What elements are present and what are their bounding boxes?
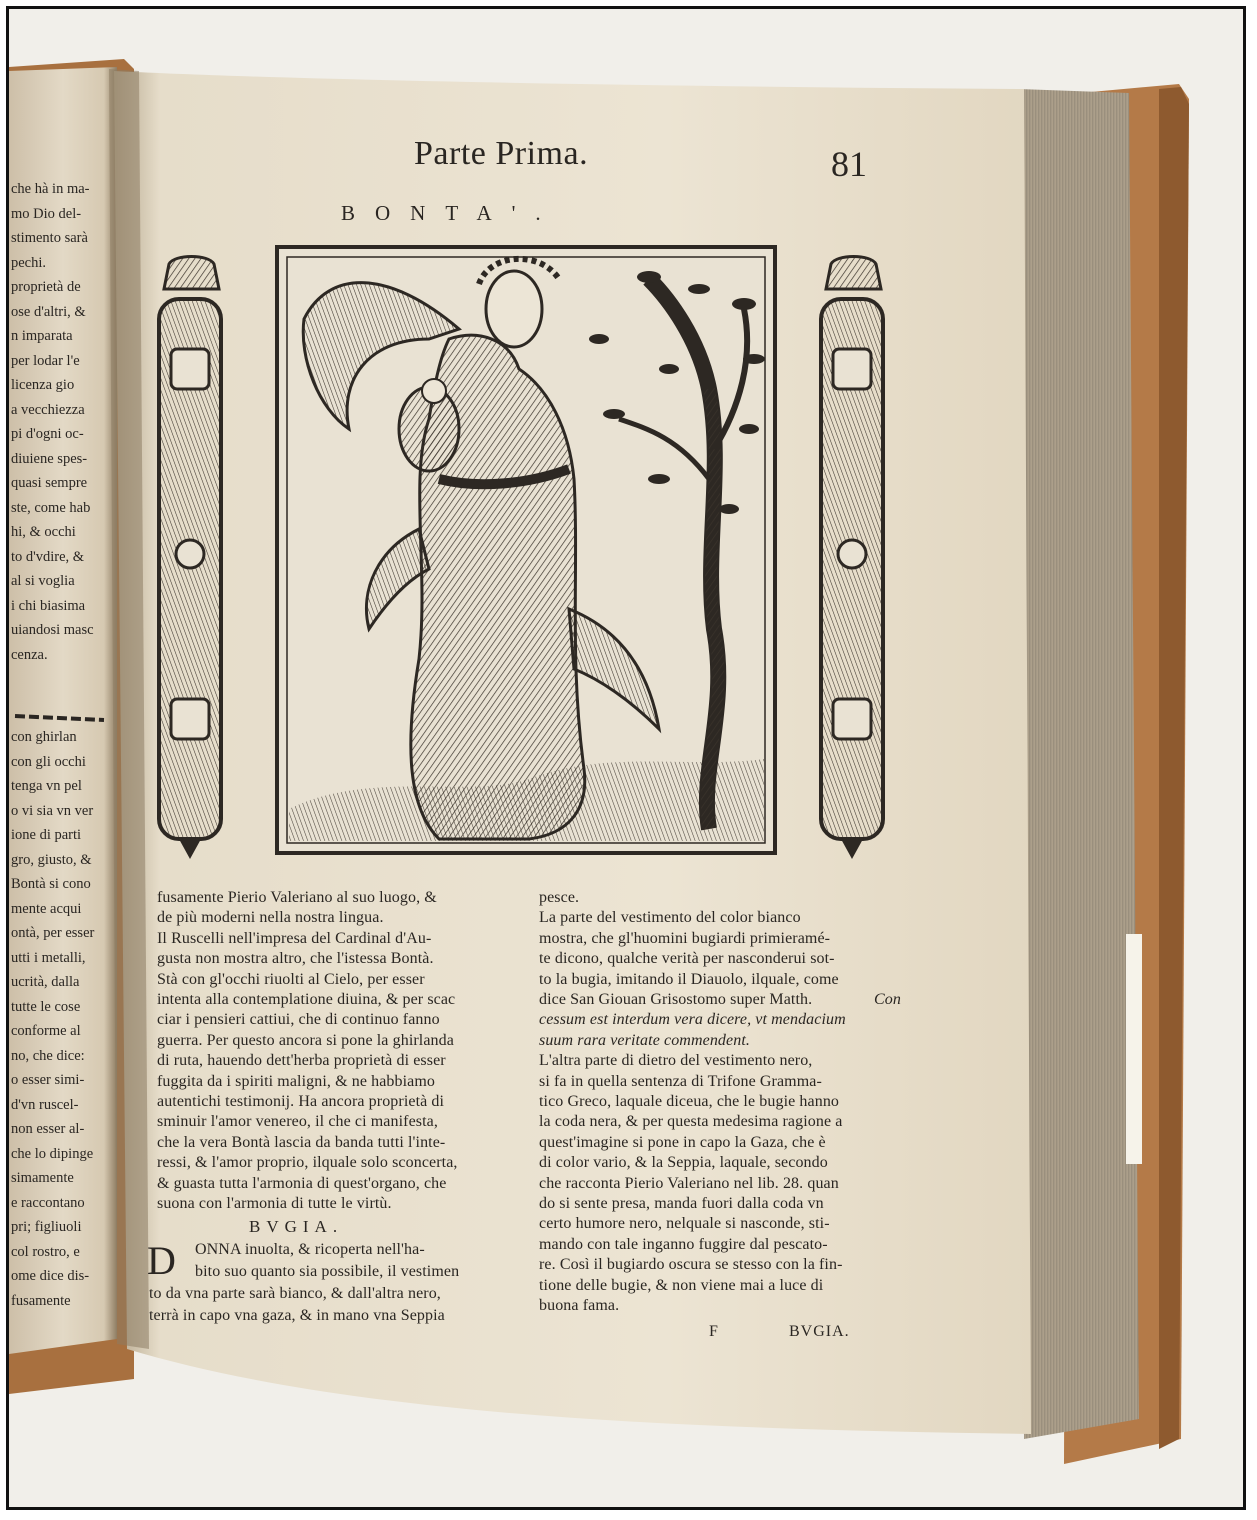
signature-mark: F	[709, 1323, 718, 1340]
left-page-line: e raccontano	[11, 1194, 85, 1211]
col2-line: mando con tale inganno fuggire dal pescato-	[539, 1235, 828, 1253]
left-page-line: o esser simi-	[11, 1072, 85, 1088]
col2-line: la coda nera, & per questa medesima ragione a	[539, 1113, 843, 1131]
col1-line: fuggita da i spiriti maligni, & ne habbiamo	[157, 1072, 436, 1090]
left-page-line: ose d'altri, &	[11, 303, 86, 320]
ornament-right	[821, 257, 883, 860]
bugia-line-2: bito suo quanto sia possibile, il vestimen	[195, 1263, 460, 1280]
col1-line: Stà con gl'occhi riuolti al Cielo, per esser	[157, 970, 425, 988]
left-page-line: mo Dio del-	[11, 205, 82, 222]
col2-line: di color vario, & la Seppia, laquale, secondo	[539, 1154, 828, 1172]
left-page-line: tutte le cose	[11, 998, 81, 1015]
ornament-left	[159, 257, 221, 860]
left-page-line: stimento sarà	[11, 230, 88, 246]
folio-number: 81	[831, 144, 867, 184]
col2-line: tione delle bugie, & non viene mai a luce di	[539, 1276, 824, 1294]
latin-quote-line: suum rara veritate commendent.	[539, 1031, 750, 1049]
left-page-line: con gli occhi	[11, 753, 86, 770]
col1-line: autentichi testimonij. Ha ancora proprietà di	[157, 1093, 445, 1110]
col2-line: tico Greco, laquale diceua, che le bugie hanno	[539, 1093, 840, 1110]
photo-frame	[6, 6, 1246, 1510]
col1-line: gusta non mostra altro, che l'istessa Bontà.	[157, 950, 434, 968]
left-page-line: pi d'ogni oc-	[11, 426, 84, 442]
left-page-line: o vi sia vn ver	[11, 802, 94, 819]
left-page-line: a vecchiezza	[11, 401, 85, 418]
left-page-line: pechi.	[11, 254, 47, 271]
col1-line: fusamente Pierio Valeriano al suo luogo, &	[157, 889, 437, 906]
left-page-line: che hà in ma-	[11, 181, 90, 197]
catchword: BVGIA.	[789, 1323, 850, 1340]
left-page-text	[11, 181, 109, 1321]
left-page-line: col rostro, e	[11, 1243, 80, 1260]
left-page-line: quasi sempre	[11, 475, 88, 491]
col2-line: pesce.	[539, 889, 580, 906]
left-page-line: hi, & occhi	[11, 524, 76, 540]
bugia-line: terrà in capo vna gaza, & in mano vna Seppia	[149, 1306, 445, 1324]
left-page-line: ucrità, dalla	[11, 974, 80, 990]
bugia-line: to da vna parte sarà bianco, & dall'altra nero,	[149, 1285, 441, 1302]
left-page-line: licenza gio	[11, 377, 75, 393]
left-page-line: pri; figliuoli	[11, 1219, 82, 1235]
col2-line: L'altra parte di dietro del vestimento nero,	[539, 1052, 813, 1070]
col1-line: che la vera Bontà lascia da banda tutti l'inte-	[157, 1133, 446, 1151]
col2-line: to la bugia, imitando il Diauolo, ilquale, come	[539, 970, 839, 988]
bugia-line-1: ONNA inuolta, & ricoperta nell'ha-	[195, 1241, 425, 1258]
col1-line: intenta alla contemplatione diuina, & per scac	[157, 991, 456, 1008]
drop-cap: D	[147, 1238, 176, 1283]
left-page-line: mente acqui	[11, 900, 82, 917]
col1-line: ressi, & l'amor proprio, ilquale solo sconcerta,	[157, 1154, 458, 1172]
left-page-line: gro, giusto, &	[11, 851, 92, 868]
left-page-line: ontà, per esser	[11, 925, 95, 941]
left-page-line: fusamente	[11, 1292, 71, 1309]
col2-line: re. Così il bugiardo oscura se stesso con la fin-	[539, 1256, 843, 1274]
latin-quote-line: cessum est interdum vera dicere, vt mendacium	[539, 1011, 846, 1029]
col2-line: buona fama.	[539, 1297, 620, 1314]
section-heading-bonta: BONTA'.	[341, 201, 561, 225]
left-page-line: al si voglia	[11, 573, 75, 589]
col1-line: Il Ruscelli nell'impresa del Cardinal d'Au-	[157, 929, 432, 947]
col2-line: La parte del vestimento del color bianco	[539, 909, 801, 927]
left-page-line: cenza.	[11, 646, 48, 663]
left-page-line: che lo dipinge	[11, 1145, 94, 1162]
left-page-line: utti i metalli,	[11, 949, 86, 966]
col1-line: ciar i pensieri cattiui, che di continuo fanno	[157, 1011, 440, 1029]
col1-line: & guasta tutta l'armonia di quest'organo, che	[157, 1174, 447, 1192]
left-page-line: conforme al	[11, 1023, 81, 1039]
col2-line: te dicono, qualche verità per nasconderui sot-	[539, 950, 835, 968]
left-page-line: uiandosi masc	[11, 622, 94, 638]
col2-line: mostra, che gl'huomini bugiardi primieramé-	[539, 929, 831, 947]
left-page-line: non esser al-	[11, 1121, 85, 1137]
col1-line: sminuir l'amor venereo, il che ci manifesta,	[157, 1113, 438, 1131]
col2-line: do si sente presa, manda fuori dalla coda vn	[539, 1195, 824, 1212]
col1-line: guerra. Per questo ancora si pone la ghirlanda	[157, 1031, 454, 1049]
col1-line: suona con l'armonia di tutte le virtù.	[157, 1195, 392, 1212]
running-head: Parte Prima.	[414, 135, 589, 172]
left-page-line: to d'vdire, &	[11, 548, 85, 565]
left-page-line: i chi biasima	[11, 597, 86, 614]
left-page-line: simamente	[11, 1170, 74, 1186]
col2-line: che racconta Pierio Valeriano nel lib. 28. quan	[539, 1174, 839, 1192]
col2-line: dice San Giouan Grisostomo super Matth.	[539, 991, 813, 1008]
left-page-line: per lodar l'e	[11, 352, 80, 369]
col2-line: certo humore nero, nelquale si nasconde, sti-	[539, 1215, 830, 1233]
left-page-line: diuiene spes-	[11, 450, 88, 467]
left-page-line: no, che dice:	[11, 1047, 85, 1064]
col1-line: de più moderni nella nostra lingua.	[157, 909, 384, 927]
left-page-line: proprietà de	[11, 279, 81, 295]
latin-quote-start: Con	[874, 991, 901, 1008]
left-page-line: con ghirlan	[11, 729, 77, 745]
left-page-line: ione di parti	[11, 827, 82, 843]
section-heading-bugia: BVGIA.	[249, 1217, 344, 1236]
left-page-line: d'vn ruscel-	[11, 1096, 79, 1113]
col2-line: quest'imagine si pone in capo la Gaza, che è	[539, 1133, 826, 1151]
left-page-line: ste, come hab	[11, 499, 91, 516]
col2-line: si fa in quella sentenza di Trifone Gramma-	[539, 1072, 822, 1090]
left-page-line: ome dice dis-	[11, 1268, 90, 1284]
left-page-line: n imparata	[11, 328, 73, 344]
col1-line: di ruta, hauendo dett'herba proprietà di esser	[157, 1052, 446, 1070]
left-page-line: Bontà si cono	[11, 876, 91, 892]
left-page-line: tenga vn pel	[11, 778, 82, 794]
